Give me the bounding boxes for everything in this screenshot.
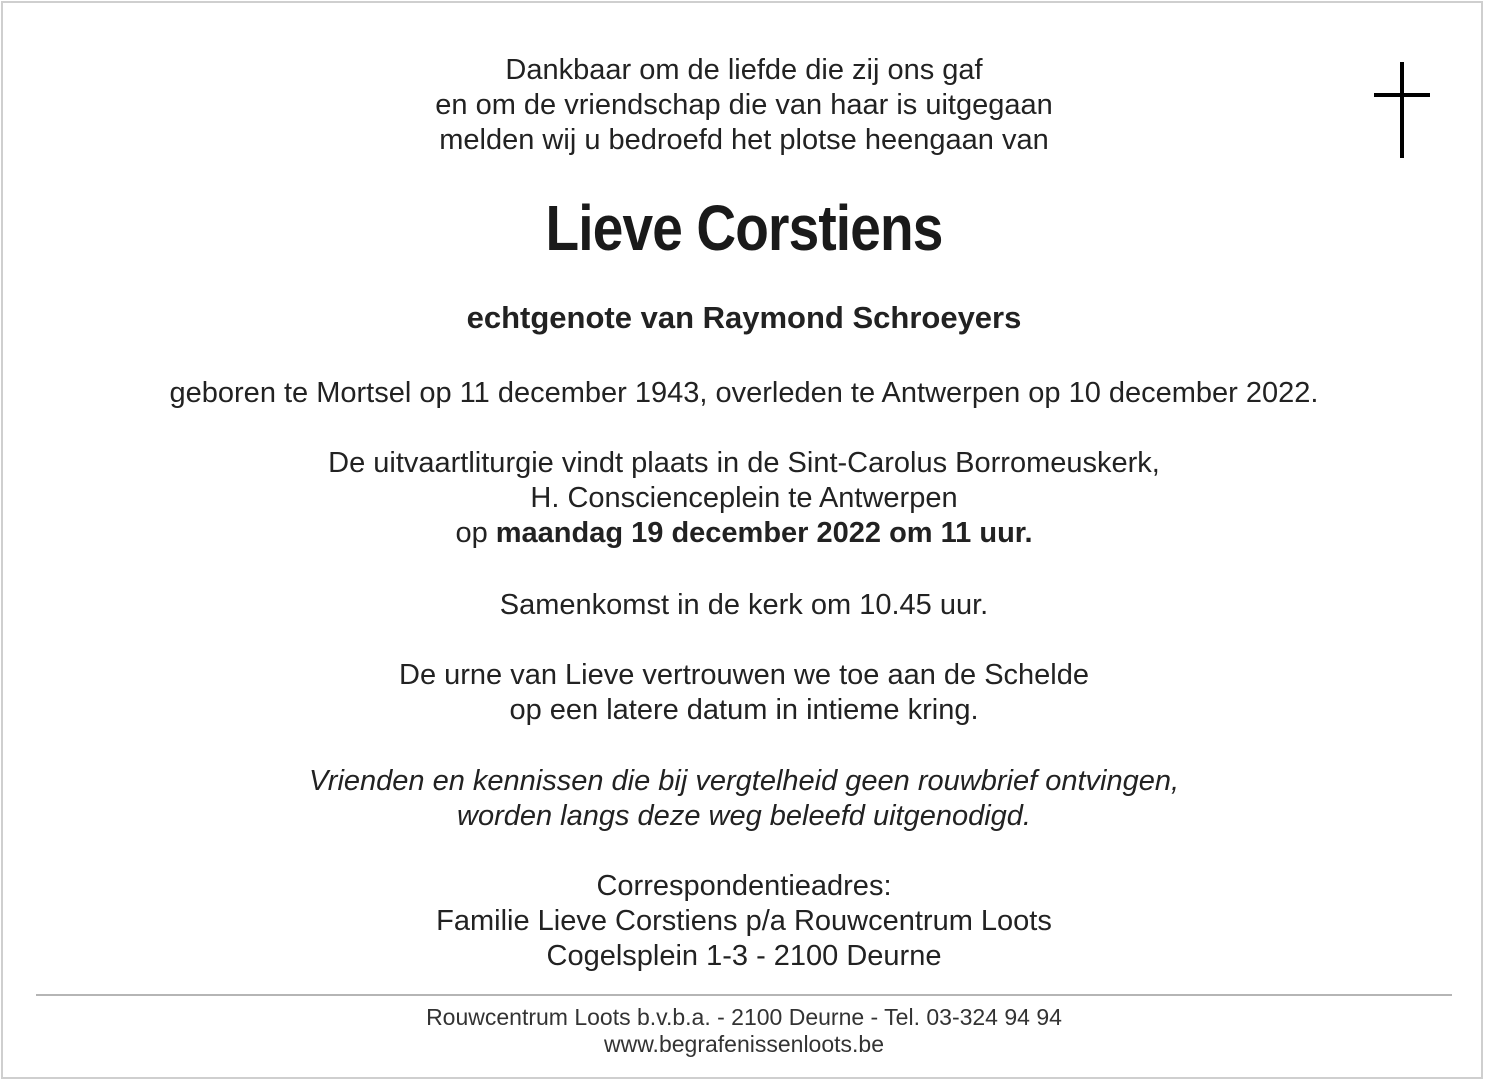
correspondence-line-1: Familie Lieve Corstiens p/a Rouwcentrum Loots xyxy=(436,905,1052,937)
gathering-line: Samenkomst in de kerk om 10.45 uur. xyxy=(499,589,989,621)
correspondence-block xyxy=(0,869,1488,974)
liturgy-datetime: maandag 19 december 2022 om 11 uur. xyxy=(495,517,1033,549)
liturgy-line-3 xyxy=(0,516,1488,551)
urn-block xyxy=(0,658,1488,728)
liturgy-prefix: op xyxy=(455,517,496,549)
intro-line-1: Dankbaar om de liefde die zij ons gaf xyxy=(505,54,983,86)
liturgy-line-2: H. Consciencеplein te Antwerpen xyxy=(530,482,958,514)
footer xyxy=(0,1004,1488,1058)
friends-line-1: Vrienden en kennissen die bij vergtelheid geen rouwbrief ontvingen, xyxy=(308,765,1180,797)
liturgy-block xyxy=(0,446,1488,551)
urn-line-1: De urne van Lieve vertrouwen we toe aan de Schelde xyxy=(399,659,1089,691)
birth-death-line: geboren te Mortsel op 11 december 1943, overleden te Antwerpen op 10 december 2022. xyxy=(169,377,1319,409)
footer-website-link[interactable]: www.begrafenissenloots.be xyxy=(604,1031,884,1057)
footer-divider xyxy=(36,994,1452,996)
urn-line-2: op een latere datum in intieme kring. xyxy=(509,694,979,726)
friends-line-2: worden langs deze weg beleefd uitgenodigd. xyxy=(457,800,1031,832)
spouse-relation: echtgenote van Raymond Schroeyers xyxy=(466,300,1022,335)
intro-line-2: en om de vriendschap die van haar is uitgegaan xyxy=(435,89,1053,121)
deceased-name: Lieve Corstiens xyxy=(545,192,943,264)
friends-notice xyxy=(0,764,1488,834)
liturgy-line-1: De uitvaartliturgie vindt plaats in de Sint-Carolus Borromeuskerk, xyxy=(328,447,1160,479)
intro-text xyxy=(0,53,1488,158)
intro-line-3: melden wij u bedroefd het plotse heengaan van xyxy=(439,124,1049,156)
footer-company-line: Rouwcentrum Loots b.v.b.a. - 2100 Deurne - Tel. 03-324 94 94 xyxy=(426,1004,1062,1030)
correspondence-label: Correspondentieadres: xyxy=(596,870,892,902)
correspondence-line-2: Cogelsplein 1-3 - 2100 Deurne xyxy=(546,940,942,972)
